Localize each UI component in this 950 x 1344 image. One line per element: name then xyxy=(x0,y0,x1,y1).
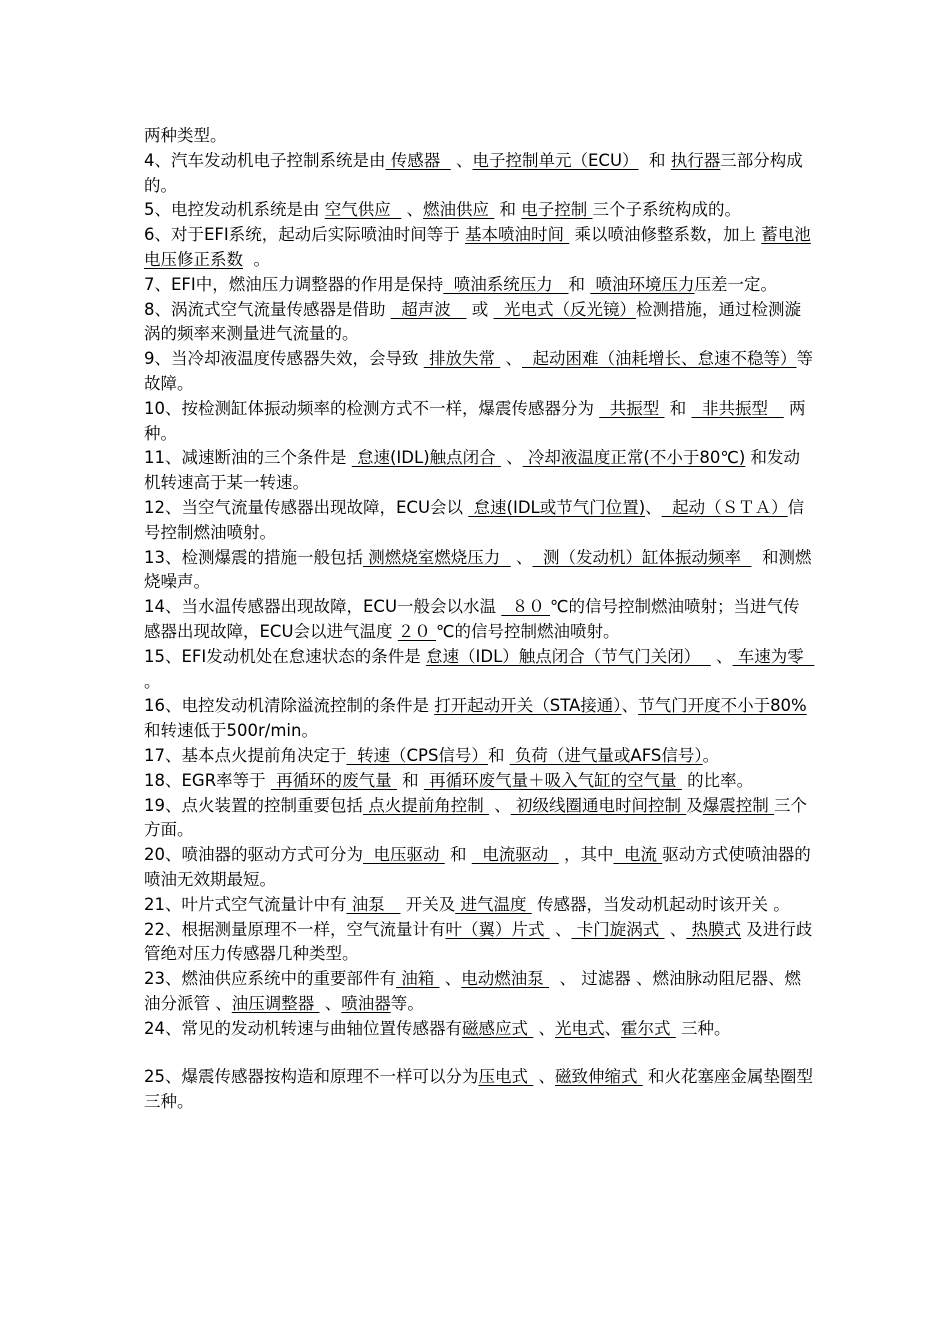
question-text: 、 xyxy=(710,646,733,666)
answer-blank: 卡门旋涡式 xyxy=(571,919,665,939)
answer-blank: 再循环废气量＋吸入气缸的空气量 xyxy=(423,770,682,790)
question-text: 和 xyxy=(638,150,671,170)
question-text: 和 xyxy=(396,770,424,790)
question-text: 7、EFI中，燃油压力调整器的作用是保持 xyxy=(144,274,444,294)
question-text: 24、常见的发动机转速与曲轴位置传感器有 xyxy=(144,1018,462,1038)
question-text: 和转速低于500r/min。 xyxy=(144,696,812,741)
question-text: 和发动机转速高于某一转速。 xyxy=(144,448,801,493)
answer-blank: 进气温度 xyxy=(455,894,532,914)
answer-blank: 油箱 xyxy=(396,969,440,989)
question-text: 、 xyxy=(549,919,572,939)
question-text: 和测燃烧噪声。 xyxy=(144,547,812,592)
question-text: 18、EGR率等于 xyxy=(144,770,271,790)
question-text: 17、基本点火提前角决定于 xyxy=(144,745,347,765)
answer-blank: 压电式 xyxy=(478,1067,534,1087)
question-text: 检测措施，通过检测漩涡的频率来测量进气流量的。 xyxy=(144,299,801,344)
answer-blank: 电流 xyxy=(613,845,663,865)
answer-blank: 车速为零 xyxy=(732,646,815,666)
question-text: 和 xyxy=(487,745,510,765)
question-text: 25、爆震传感器按构造和原理不一样可以分为 xyxy=(144,1067,479,1087)
question-text: 、 xyxy=(489,795,511,815)
question-text: 和 xyxy=(444,845,472,865)
question-text: 的比率。 xyxy=(681,770,754,790)
question-item xyxy=(144,794,816,844)
answer-blank: 爆震控制 xyxy=(702,795,774,815)
question-text: 三部分构成的。 xyxy=(144,150,803,195)
answer-blank: 怠速（IDL）触点闭合（节气门关闭） xyxy=(426,646,711,666)
question-item xyxy=(144,397,816,447)
answer-blank: 再循环的废气量 xyxy=(270,770,397,790)
answer-blank: 空气供应 xyxy=(324,200,402,220)
answer-blank: 非共振型 xyxy=(691,398,784,418)
question-item xyxy=(144,893,816,918)
answer-blank: 燃油供应 xyxy=(423,200,495,220)
question-item xyxy=(144,347,816,397)
answer-blank: 热膜式 xyxy=(686,919,741,939)
question-item xyxy=(144,918,816,968)
question-item xyxy=(144,496,816,546)
question-text: 5、电控发动机系统是由 xyxy=(144,200,325,220)
question-text: 15、EFI发动机处在怠速状态的条件是 xyxy=(144,646,427,666)
question-item xyxy=(144,546,816,596)
question-text: 9、当冷却液温度传感器失效，会导致 xyxy=(144,349,424,369)
question-text: 乘以喷油修整系数，加上 xyxy=(569,225,762,245)
answer-blank: 打开起动开关（STA接通） xyxy=(434,696,622,716)
answer-blank: 测燃烧室燃烧压力 xyxy=(363,547,511,567)
question-text: 三个方面。 xyxy=(144,795,807,840)
question-text: 、 xyxy=(533,1067,555,1087)
question-item xyxy=(144,744,816,769)
question-item xyxy=(144,198,816,223)
question-text: 、 xyxy=(439,969,462,989)
question-item xyxy=(144,645,820,695)
question-text: 、 xyxy=(604,1018,621,1038)
question-item xyxy=(144,694,816,744)
answer-blank: 共振型 xyxy=(599,398,665,418)
question-text: 、 xyxy=(401,200,423,220)
question-text: 、 xyxy=(664,919,687,939)
question-text: 13、检测爆震的措施一般包括 xyxy=(144,547,363,567)
question-item xyxy=(144,769,816,794)
question-text: 三种。 xyxy=(675,1018,731,1038)
answer-blank: 传感器 xyxy=(385,150,451,170)
question-text: 等。 xyxy=(390,993,424,1013)
answer-blank: ８０ xyxy=(501,597,551,617)
question-text: 、 xyxy=(510,547,533,567)
question-text: 11、减速断油的三个条件是 xyxy=(144,448,352,468)
answer-blank: 怠速(IDL或节气门位置) xyxy=(468,497,646,517)
question-text: 20、喷油器的驱动方式可分为 xyxy=(144,845,363,865)
question-text: 、 xyxy=(450,150,473,170)
question-text: 和 xyxy=(664,398,692,418)
document-page xyxy=(144,124,820,1115)
answer-blank: 蓄电池电压修正系数 xyxy=(144,225,811,269)
answer-blank: 点火提前角控制 xyxy=(363,795,489,815)
question-item xyxy=(144,595,816,645)
question-item xyxy=(144,273,816,298)
answer-blank: 执行器 xyxy=(670,150,721,170)
question-text: 及进行歧管绝对压力传感器几种类型。 xyxy=(144,919,813,964)
answer-blank: 电子控制单元（ECU） xyxy=(472,150,639,170)
question-text: 22、根据测量原理不一样，空气流量计有 xyxy=(144,919,446,939)
question-text: 14、当水温传感器出现故障，ECU一般会以水温 xyxy=(144,597,502,617)
question-text: 、 过滤器 、燃油脉动阻尼器、燃油分派管 、 xyxy=(144,969,801,1013)
question-text: ℃的信号控制燃油喷射。 xyxy=(436,621,620,641)
question-text: 、 xyxy=(645,497,662,517)
question-item xyxy=(144,967,816,1017)
question-text: ℃的信号控制燃油喷射；当进气传感器出现故障，ECU会以进气温度 xyxy=(144,597,800,641)
answer-blank: 起动（ＳＴＡ） xyxy=(661,497,788,517)
answer-blank: 喷油环境压力 xyxy=(590,274,695,294)
question-text: 、 xyxy=(500,349,522,369)
answer-blank: ２０ xyxy=(397,621,437,641)
question-text: 。 xyxy=(702,745,720,765)
question-text: 和 xyxy=(494,200,522,220)
answer-blank: 起动困难（油耗增长、怠速不稳等） xyxy=(522,349,797,369)
question-text: 8、涡流式空气流量传感器是借助 xyxy=(144,299,391,319)
question-text: 和火花塞座金属垫圈型三种。 xyxy=(144,1067,813,1112)
question-text: 、 xyxy=(319,993,342,1013)
question-text: 驱动方式使喷油器的喷油无效期最短。 xyxy=(144,845,811,889)
answer-blank: 测（发动机）缸体振动频率 xyxy=(532,547,752,567)
answer-blank: 节气门开度不小于80% xyxy=(638,696,807,716)
answer-blank: 喷油器 xyxy=(341,993,391,1013)
question-item xyxy=(144,1065,816,1115)
answer-blank: 初级线圈通电时间控制 xyxy=(510,795,687,815)
question-item xyxy=(144,298,816,348)
question-text: 、 xyxy=(500,448,523,468)
question-item xyxy=(144,223,816,273)
answer-blank: 磁致伸缩式 xyxy=(555,1067,643,1087)
question-item xyxy=(144,124,816,149)
question-text: 6、对于EFI系统，起动后实际喷油时间等于 xyxy=(144,225,466,245)
question-text: 。 xyxy=(144,646,820,691)
answer-blank: 磁感应式 xyxy=(462,1018,534,1038)
answer-blank: 叶（翼）片式 xyxy=(445,919,550,939)
question-text: 23、燃油供应系统中的重要部件有 xyxy=(144,969,396,989)
question-text: 三个子系统构成的。 xyxy=(592,200,741,220)
question-text: 、 xyxy=(621,696,639,716)
answer-blank: 转速（CPS信号） xyxy=(346,745,488,765)
question-text: 12、当空气流量传感器出现故障，ECU会以 xyxy=(144,497,469,517)
answer-blank: 超声波 xyxy=(390,299,467,319)
question-item xyxy=(144,149,816,199)
question-text: 或 xyxy=(466,299,494,319)
question-text: 信号控制燃油喷射。 xyxy=(144,497,805,542)
answer-blank: 油压调整器 xyxy=(231,993,320,1013)
question-text: 。 xyxy=(243,249,270,269)
answer-blank: 基本喷油时间 xyxy=(465,225,570,245)
answer-blank: 喷油系统压力 xyxy=(443,274,569,294)
answer-blank: 排放失常 xyxy=(423,349,501,369)
question-text: 等故障。 xyxy=(144,349,813,393)
question-item xyxy=(144,843,816,893)
question-text: 两种。 xyxy=(144,398,806,443)
question-text: 及 xyxy=(686,795,703,815)
question-text: 19、点火装置的控制重要包括 xyxy=(144,795,363,815)
question-text: 传感器，当发动机起动时该开关 。 xyxy=(531,894,790,914)
answer-blank: 负荷（进气量或AFS信号） xyxy=(509,745,703,765)
question-text: 21、叶片式空气流量计中有 xyxy=(144,894,347,914)
answer-blank: 油泵 xyxy=(346,894,401,914)
answer-blank: 霍尔式 xyxy=(621,1018,676,1038)
question-text: 、 xyxy=(533,1018,555,1038)
question-text: 压差一定。 xyxy=(694,274,778,294)
answer-blank: 光电式（反光镜） xyxy=(493,299,636,319)
question-text: 16、电控发动机清除溢流控制的条件是 xyxy=(144,696,435,716)
question-item xyxy=(144,446,816,496)
question-text: 4、汽车发动机电子控制系统是由 xyxy=(144,150,386,170)
question-text: ，其中 xyxy=(558,845,614,865)
answer-blank: 怠速(IDL)触点闭合 xyxy=(351,448,501,468)
answer-blank: 电流驱动 xyxy=(471,845,559,865)
answer-blank: 光电式 xyxy=(555,1018,605,1038)
question-item xyxy=(144,1017,816,1042)
answer-blank: 电压驱动 xyxy=(363,845,445,865)
question-text: 两种类型。 xyxy=(144,126,227,145)
answer-blank: 电动燃油泵 xyxy=(461,969,549,989)
question-text: 和 xyxy=(568,274,591,294)
answer-blank: 冷却液温度正常(不小于80℃) xyxy=(522,448,746,468)
paragraph-spacer xyxy=(144,1041,816,1065)
question-text: 开关及 xyxy=(400,894,456,914)
answer-blank: 电子控制 xyxy=(521,200,593,220)
question-text: 10、按检测缸体振动频率的检测方式不一样，爆震传感器分为 xyxy=(144,398,600,418)
